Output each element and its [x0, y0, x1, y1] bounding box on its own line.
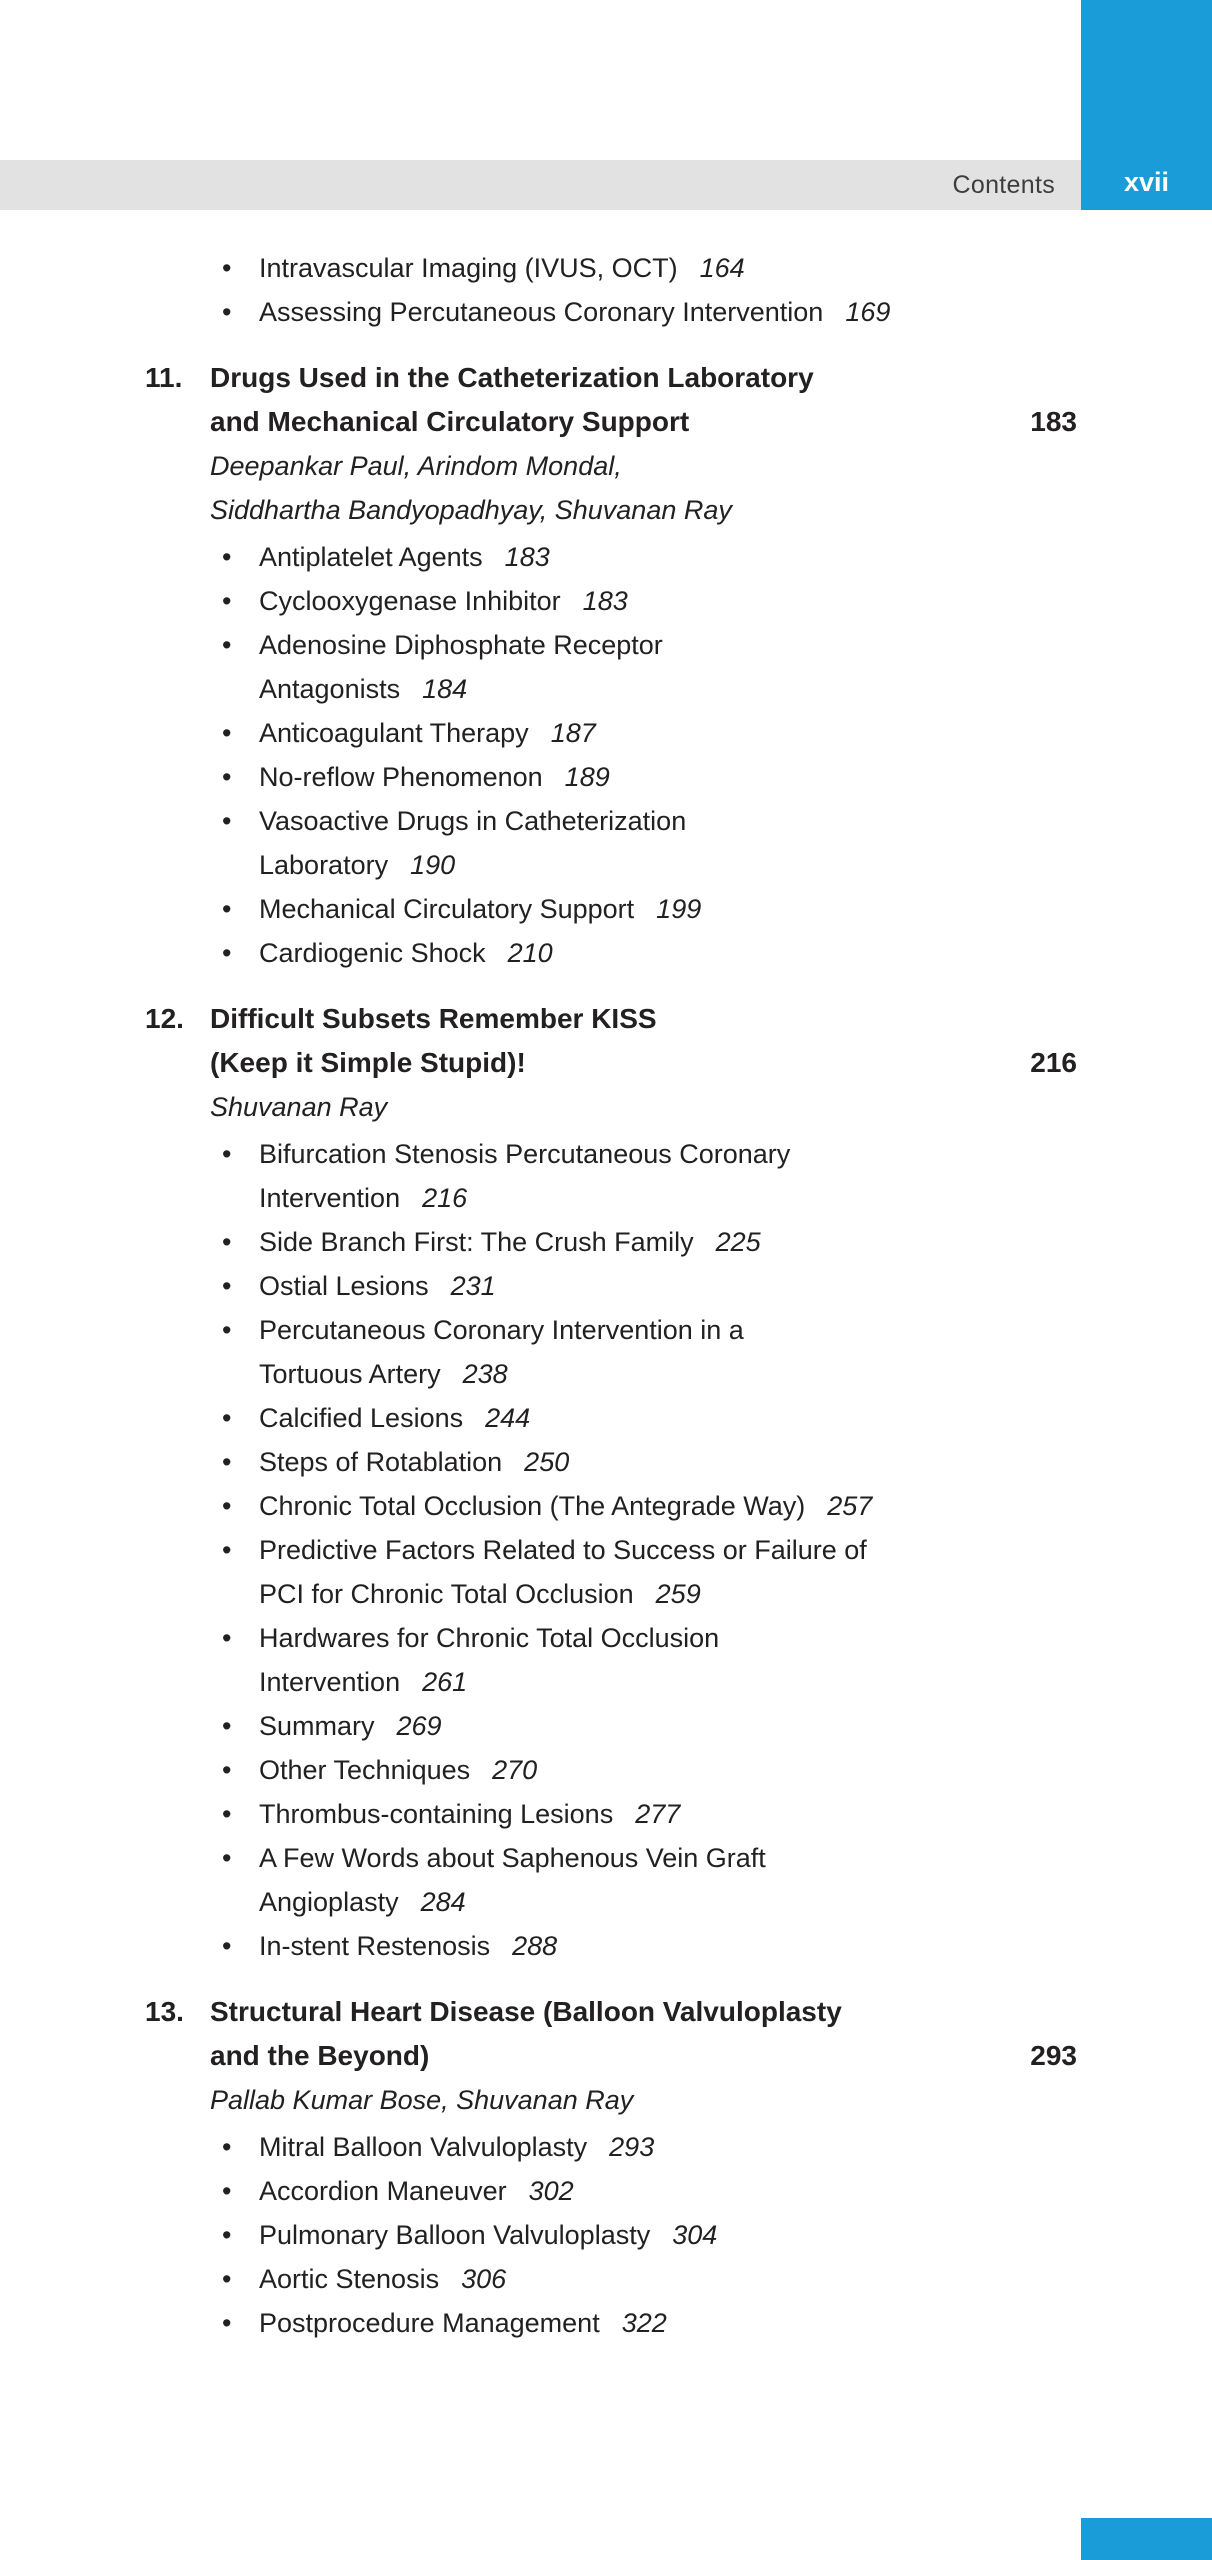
- bullet-icon: •: [222, 1623, 232, 1653]
- bullet-icon: •: [222, 1755, 232, 1785]
- toc-entry-page: 302: [528, 2176, 574, 2206]
- toc-entry-text: Anticoagulant Therapy 187: [259, 718, 596, 748]
- toc-entry-text: Aortic Stenosis 306: [259, 2264, 507, 2294]
- toc-entry-text: Bifurcation Stenosis Percutaneous Coronary Intervention 216: [259, 1139, 791, 1213]
- bullet-icon: •: [222, 1315, 232, 1345]
- chapter-heading: [145, 997, 1077, 1085]
- toc-entry-page: 225: [715, 1227, 761, 1257]
- toc-entry: [222, 623, 1077, 711]
- toc-entry-page: 306: [461, 2264, 507, 2294]
- toc-entry: [222, 711, 1077, 755]
- toc-entry-text: In-stent Restenosis 288: [259, 1931, 558, 1961]
- toc-entry-page: 293: [609, 2132, 655, 2162]
- chapter-entry: [145, 997, 1077, 1968]
- toc-entry-page: 199: [656, 894, 702, 924]
- toc-entry-text: Accordion Maneuver 302: [259, 2176, 574, 2206]
- toc-entry-text: Antiplatelet Agents 183: [259, 542, 550, 572]
- bullet-icon: •: [222, 1403, 232, 1433]
- toc-entry: [222, 1264, 1077, 1308]
- bullet-icon: •: [222, 630, 232, 660]
- bullet-icon: •: [222, 1535, 232, 1565]
- toc-content: [145, 246, 1077, 2345]
- toc-entry-page: 269: [396, 1711, 442, 1741]
- toc-entry: [222, 1836, 1077, 1924]
- chapter-entry: [145, 356, 1077, 975]
- chapter-items: [222, 535, 1077, 975]
- chapter-authors: Shuvanan Ray: [210, 1092, 388, 1122]
- toc-entry-text: Calcified Lesions 244: [259, 1403, 531, 1433]
- toc-entry-page: 238: [462, 1359, 508, 1389]
- toc-entry-page: 304: [672, 2220, 718, 2250]
- toc-entry: [222, 290, 1077, 334]
- toc-entry-page: 261: [422, 1667, 468, 1697]
- bottom-accent-bar: [1081, 2518, 1212, 2560]
- toc-entry: [222, 2169, 1077, 2213]
- toc-entry: [222, 1792, 1077, 1836]
- bullet-icon: •: [222, 2308, 232, 2338]
- toc-entry-page: 270: [492, 1755, 538, 1785]
- header-bar: [0, 160, 1081, 210]
- toc-entry-text: Hardwares for Chronic Total Occlusion Intervention 261: [259, 1623, 720, 1697]
- toc-entry: [222, 755, 1077, 799]
- toc-entry: [222, 1748, 1077, 1792]
- bullet-icon: •: [222, 1931, 232, 1961]
- toc-entry: [222, 1704, 1077, 1748]
- toc-entry-text: Cyclooxygenase Inhibitor 183: [259, 586, 628, 616]
- header-title: Contents: [952, 170, 1055, 199]
- bullet-icon: •: [222, 297, 232, 327]
- toc-entry: [222, 1396, 1077, 1440]
- toc-entry: [222, 799, 1077, 887]
- toc-entry: [222, 535, 1077, 579]
- toc-entry-page: 216: [422, 1183, 468, 1213]
- toc-entry-text: Mechanical Circulatory Support 199: [259, 894, 702, 924]
- bullet-icon: •: [222, 2220, 232, 2250]
- toc-entry-text: Vasoactive Drugs in Catheterization Laboratory 190: [259, 806, 687, 880]
- bullet-icon: •: [222, 894, 232, 924]
- toc-entry-page: 190: [410, 850, 456, 880]
- folio-box: [1081, 0, 1212, 210]
- bullet-icon: •: [222, 2132, 232, 2162]
- chapter-title: Structural Heart Disease (Balloon Valvuloplasty and the Beyond): [210, 1996, 842, 2071]
- toc-entry-text: Pulmonary Balloon Valvuloplasty 304: [259, 2220, 718, 2250]
- bullet-icon: •: [222, 1491, 232, 1521]
- bullet-icon: •: [222, 806, 232, 836]
- toc-entry: [222, 1132, 1077, 1220]
- toc-entry-page: 183: [582, 586, 628, 616]
- bullet-icon: •: [222, 1139, 232, 1169]
- toc-entry-page: 244: [485, 1403, 531, 1433]
- toc-entry-page: 183: [504, 542, 550, 572]
- toc-entry: [222, 2301, 1077, 2345]
- bullet-icon: •: [222, 718, 232, 748]
- toc-entry-text: Intravascular Imaging (IVUS, OCT) 164: [259, 253, 745, 283]
- toc-entry: [222, 1616, 1077, 1704]
- chapter-title: Difficult Subsets Remember KISS (Keep it Simple Stupid)!: [210, 1003, 657, 1078]
- bullet-icon: •: [222, 2264, 232, 2294]
- chapter-page: 216: [1030, 1047, 1077, 1078]
- toc-entry-page: 257: [827, 1491, 873, 1521]
- bullet-icon: •: [222, 1271, 232, 1301]
- toc-entry-text: Cardiogenic Shock 210: [259, 938, 553, 968]
- bullet-icon: •: [222, 1799, 232, 1829]
- folio-number: xvii: [1123, 167, 1170, 197]
- bullet-icon: •: [222, 938, 232, 968]
- toc-entry-page: 322: [621, 2308, 667, 2338]
- toc-entry-text: Other Techniques 270: [259, 1755, 538, 1785]
- chapter-page: 293: [1030, 2040, 1077, 2071]
- bullet-icon: •: [222, 586, 232, 616]
- bullet-icon: •: [222, 1711, 232, 1741]
- chapter-page: 183: [1030, 406, 1077, 437]
- chapter-number: 12.: [145, 1003, 184, 1034]
- toc-entry-text: Ostial Lesions 231: [259, 1271, 496, 1301]
- toc-entry: [222, 1220, 1077, 1264]
- chapter-items: [222, 1132, 1077, 1968]
- toc-entry-text: Percutaneous Coronary Intervention in a Tortuous Artery 238: [259, 1315, 744, 1389]
- toc-entry-page: 164: [699, 253, 745, 283]
- toc-entry-text: Postprocedure Management 322: [259, 2308, 667, 2338]
- toc-entry-text: Thrombus-containing Lesions 277: [259, 1799, 681, 1829]
- toc-entry: [222, 579, 1077, 623]
- bullet-icon: •: [222, 1447, 232, 1477]
- toc-entry-page: 231: [450, 1271, 496, 1301]
- toc-entry-text: Chronic Total Occlusion (The Antegrade Way) 257: [259, 1491, 873, 1521]
- toc-entry: [222, 2213, 1077, 2257]
- chapter-number: 11.: [145, 362, 183, 393]
- toc-entry-text: Summary 269: [259, 1711, 442, 1741]
- toc-entry-page: 189: [564, 762, 610, 792]
- bullet-icon: •: [222, 542, 232, 572]
- chapter-entry: [145, 1990, 1077, 2345]
- bullet-icon: •: [222, 762, 232, 792]
- toc-entry-text: No-reflow Phenomenon 189: [259, 762, 610, 792]
- toc-entry: [222, 2257, 1077, 2301]
- chapter-title: Drugs Used in the Catheterization Laboratory and Mechanical Circulatory Support: [210, 362, 814, 437]
- toc-entry: [222, 1308, 1077, 1396]
- toc-entry-text: Assessing Percutaneous Coronary Intervention 169: [259, 297, 891, 327]
- toc-entry: [222, 887, 1077, 931]
- toc-entry-text: Side Branch First: The Crush Family 225: [259, 1227, 761, 1257]
- toc-entry: [222, 1484, 1077, 1528]
- chapter-heading: [145, 356, 1077, 444]
- toc-entry-page: 259: [655, 1579, 701, 1609]
- toc-entry: [222, 246, 1077, 290]
- chapter-heading: [145, 1990, 1077, 2078]
- toc-entry-text: Adenosine Diphosphate Receptor Antagonists 184: [259, 630, 663, 704]
- toc-entry: [222, 1440, 1077, 1484]
- toc-entry-text: Mitral Balloon Valvuloplasty 293: [259, 2132, 655, 2162]
- toc-entry: [222, 2125, 1077, 2169]
- bullet-icon: •: [222, 2176, 232, 2206]
- chapter-number: 13.: [145, 1996, 184, 2027]
- toc-entry-text: A Few Words about Saphenous Vein Graft Angioplasty 284: [259, 1843, 766, 1917]
- chapter-items: [222, 2125, 1077, 2345]
- toc-entry-text: Predictive Factors Related to Success or Failure of PCI for Chronic Total Occlusion 259: [259, 1535, 867, 1609]
- toc-entry-page: 184: [422, 674, 468, 704]
- toc-entry: [222, 931, 1077, 975]
- toc-entry-page: 277: [635, 1799, 681, 1829]
- toc-entry-page: 169: [845, 297, 891, 327]
- continuation-items: [222, 246, 1077, 334]
- toc-entry: [222, 1924, 1077, 1968]
- toc-entry-page: 284: [420, 1887, 466, 1917]
- bullet-icon: •: [222, 1843, 232, 1873]
- bullet-icon: •: [222, 253, 232, 283]
- toc-entry: [222, 1528, 1077, 1616]
- toc-entry-page: 210: [507, 938, 553, 968]
- chapter-authors: Pallab Kumar Bose, Shuvanan Ray: [210, 2085, 634, 2115]
- toc-entry-page: 288: [512, 1931, 558, 1961]
- chapter-authors: Deepankar Paul, Arindom Mondal, Siddhartha Bandyopadhyay, Shuvanan Ray: [210, 451, 732, 525]
- toc-entry-page: 250: [524, 1447, 570, 1477]
- toc-entry-text: Steps of Rotablation 250: [259, 1447, 570, 1477]
- bullet-icon: •: [222, 1227, 232, 1257]
- toc-entry-page: 187: [550, 718, 596, 748]
